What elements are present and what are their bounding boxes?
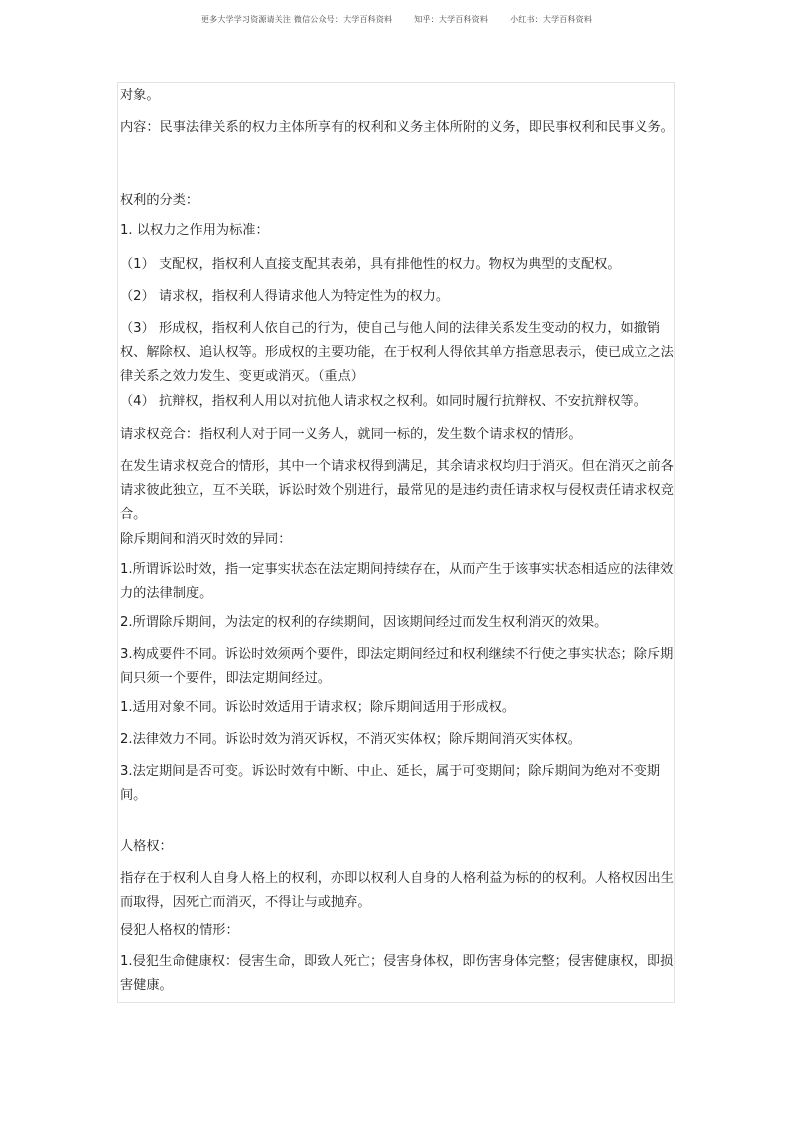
paragraph-legal-effect-diff: 2.法律效力不同。诉讼时效为消灭诉权，不消灭实体权；除斥期间消灭实体权。 xyxy=(120,732,581,747)
heading-infringement-cases: 侵犯人格权的情形： xyxy=(120,923,239,938)
paragraph-claim-right: （2） 请求权，指权利人得请求他人为特定性为的权力。 xyxy=(120,289,450,304)
heading-by-function: 1. 以权力之作用为标准： xyxy=(120,223,269,238)
document-content xyxy=(117,82,675,1003)
paragraph-personality-definition: 指存在于权利人自身人格上的权利，亦即以权利人自身的人格利益为标的的权利。人格权因出生而取得，因死亡而消灭，不得让与或抛弃。 xyxy=(120,871,674,910)
paragraph-claim-concurrence: 请求权竞合：指权利人对于同一义务人，就同一标的，发生数个请求权的情形。 xyxy=(120,427,582,442)
heading-rights-classification: 权利的分类： xyxy=(120,193,200,208)
paragraph-formation-right: （3） 形成权，指权利人依自己的行为，使自己与他人间的法律关系发生变动的权力，如撤销权、解除权、追认权等。形成权的主要功能，在于权利人得依其单方指意思表示，使已成立之法律关系之效力发生、变更或消灭。（重点） xyxy=(120,321,674,384)
paragraph-variability-diff: 3.法定期间是否可变。诉讼时效有中断、中止、延长，属于可变期间；除斥期间为绝对不变期间。 xyxy=(120,764,661,803)
heading-personality-right: 人格权： xyxy=(120,839,173,854)
header-zhihu-text: 知乎：大学百科资料 xyxy=(414,15,489,24)
paragraph-concurrence-effect: 在发生请求权竞合的情形，其中一个请求权得到满足，其余请求权均归于消灭。但在消灭之前各请求彼此独立，互不关联，诉讼时效个别进行，最常见的是违约责任请求权与侵权责任请求权竞合。 xyxy=(120,459,674,522)
paragraph-dominion-right: （1） 支配权，指权利人直接支配其表弟，具有排他性的权力。物权为典型的支配权。 xyxy=(120,257,621,272)
paragraph-object-end: 对象。 xyxy=(120,88,160,103)
paragraph-application-diff: 1.适用对象不同。诉讼时效适用于请求权；除斥期间适用于形成权。 xyxy=(120,700,516,715)
paragraph-life-health-infringement: 1.侵犯生命健康权：侵害生命，即致人死亡；侵害身体权，即伤害身体完整；侵害健康权，即损害健康。 xyxy=(120,954,674,993)
paragraph-statute-of-limitation: 1.所谓诉讼时效，指一定事实状态在法定期间持续存在，从而产生于该事实状态相适应的法律效力的法律制度。 xyxy=(120,562,674,601)
header-wechat-text: 更多大学学习资源请关注 微信公众号：大学百科资料 xyxy=(200,15,393,24)
paragraph-content-definition: 内容：民事法律关系的权力主体所享有的权利和义务主体所附的义务，即民事权利和民事义务。 xyxy=(120,120,674,135)
header-xiaohongshu-text: 小红书：大学百科资料 xyxy=(510,15,593,24)
paragraph-requirements-diff: 3.构成要件不同。诉讼时效须两个要件，即法定期间经过和权利继续不行使之事实状态；除斥期间只须一个要件，即法定期间经过。 xyxy=(120,647,674,686)
page-header xyxy=(0,14,793,25)
paragraph-exclusion-period: 2.所谓除斥期间，为法定的权利的存续期间，因该期间经过而发生权利消灭的效果。 xyxy=(120,615,608,630)
paragraph-defense-right: （4） 抗辩权，指权利人用以对抗他人请求权之权利。如同时履行抗辩权、不安抗辩权等。 xyxy=(120,394,647,409)
heading-limitation-comparison: 除斥期间和消灭时效的异同： xyxy=(120,532,292,547)
